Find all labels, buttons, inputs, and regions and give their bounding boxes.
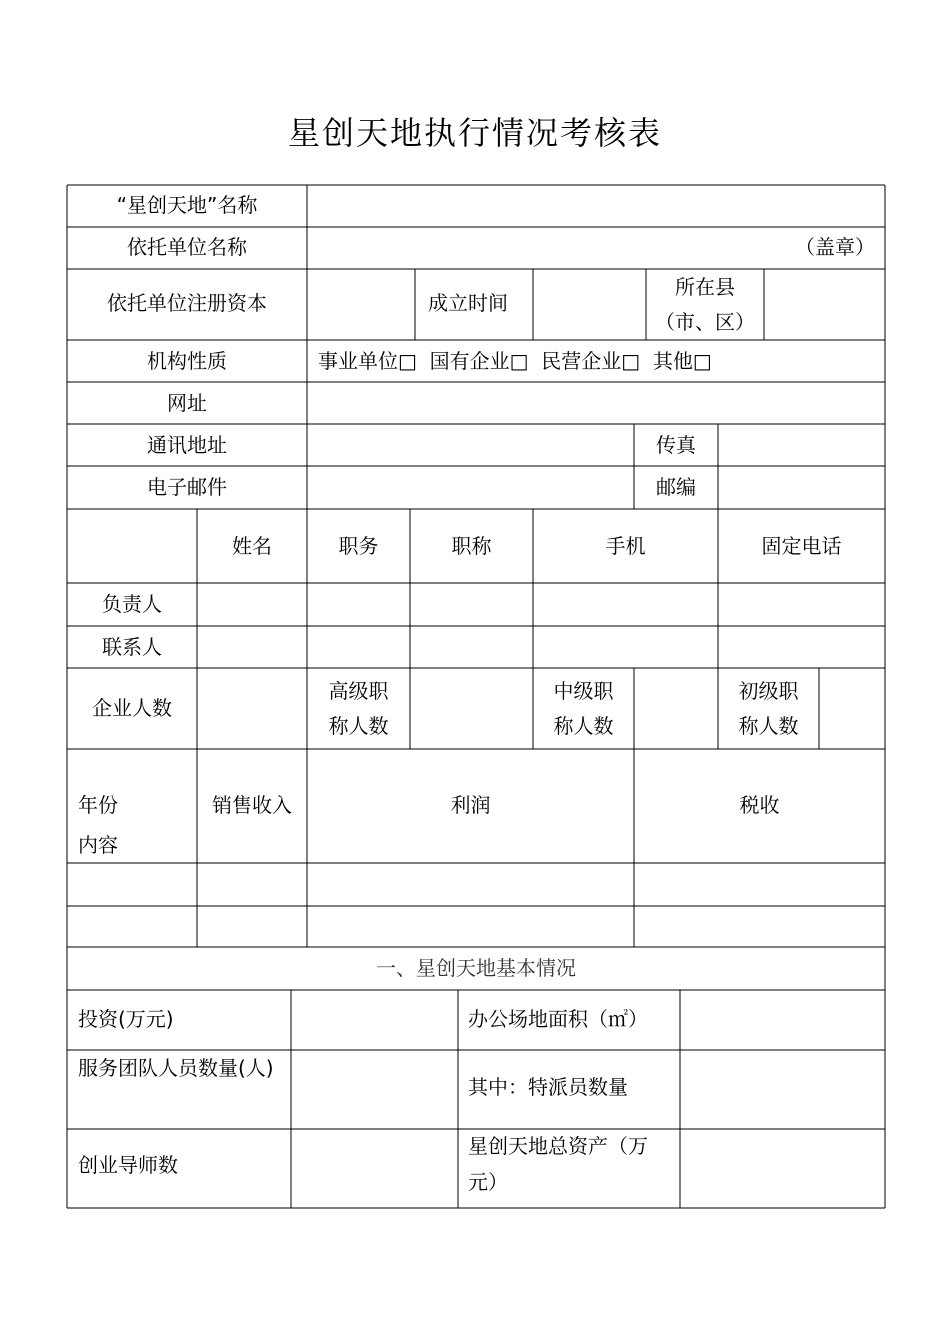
office-area-field[interactable] [682, 992, 883, 1048]
office-area-label: 办公场地面积（㎡） [468, 1007, 648, 1031]
fax-label: 传真 [656, 433, 696, 457]
name-label: “星创天地”名称 [116, 193, 258, 217]
website-field[interactable] [309, 384, 883, 422]
team-label: 服务团队人员数量(人) [78, 1056, 274, 1080]
capital-label: 依托单位注册资本 [107, 291, 267, 315]
special-label: 其中：特派员数量 [468, 1075, 628, 1099]
nature-label: 机构性质 [147, 349, 227, 373]
header-name: 姓名 [232, 534, 272, 558]
org-label: 依托单位名称 [127, 235, 247, 259]
middle-label-line1: 中级职 [553, 679, 614, 703]
seal-note[interactable]: （盖章） [795, 235, 875, 259]
website-label: 网址 [167, 391, 207, 415]
postcode-label: 邮编 [656, 475, 696, 499]
fax-field[interactable] [720, 426, 883, 464]
content-label: 内容 [78, 833, 118, 857]
middle-label-line2: 称人数 [553, 714, 614, 738]
junior-label-line2: 称人数 [738, 714, 799, 738]
county-label-line1: 所在县 [675, 275, 735, 299]
address-label: 通讯地址 [147, 433, 227, 457]
established-field[interactable] [535, 271, 644, 339]
postcode-field[interactable] [720, 468, 883, 506]
address-field[interactable] [309, 426, 632, 464]
senior-label-line1: 高级职 [328, 679, 389, 703]
email-field[interactable] [309, 468, 632, 506]
mentor-field[interactable] [293, 1131, 456, 1207]
junior-label-line1: 初级职 [738, 679, 799, 703]
county-field[interactable] [766, 271, 884, 339]
special-field[interactable] [682, 1052, 883, 1128]
row-label-contact: 联系人 [102, 635, 162, 659]
county-label-line2: （市、区） [655, 310, 755, 334]
year-label: 年份 [78, 793, 118, 817]
assets-field[interactable] [682, 1131, 883, 1207]
name-field[interactable] [309, 186, 883, 226]
mentor-label: 创业导师数 [78, 1153, 178, 1177]
header-title: 职称 [451, 534, 492, 558]
email-label: 电子邮件 [147, 475, 227, 499]
established-label: 成立时间 [428, 291, 508, 315]
capital-field[interactable] [309, 271, 413, 339]
row-label-leader: 负责人 [102, 592, 162, 616]
assets-label: 星创天地总资产（万元） [468, 1134, 648, 1194]
header-landline: 固定电话 [761, 534, 842, 558]
nature-options[interactable]: 事业单位□ 国有企业□ 民营企业□ 其他□ [318, 349, 712, 373]
investment-label: 投资(万元) [78, 1007, 174, 1031]
employees-label: 企业人数 [92, 696, 172, 720]
header-mobile: 手机 [605, 534, 646, 558]
sales-label: 销售收入 [212, 793, 292, 817]
profit-label: 利润 [450, 793, 491, 817]
page-title: 星创天地执行情况考核表 [287, 114, 662, 152]
header-position: 职务 [338, 534, 379, 558]
investment-field[interactable] [293, 992, 456, 1048]
senior-label-line2: 称人数 [328, 714, 389, 738]
team-field[interactable] [293, 1052, 456, 1128]
tax-label: 税收 [739, 793, 780, 817]
section-heading: 一、星创天地基本情况 [376, 956, 576, 980]
